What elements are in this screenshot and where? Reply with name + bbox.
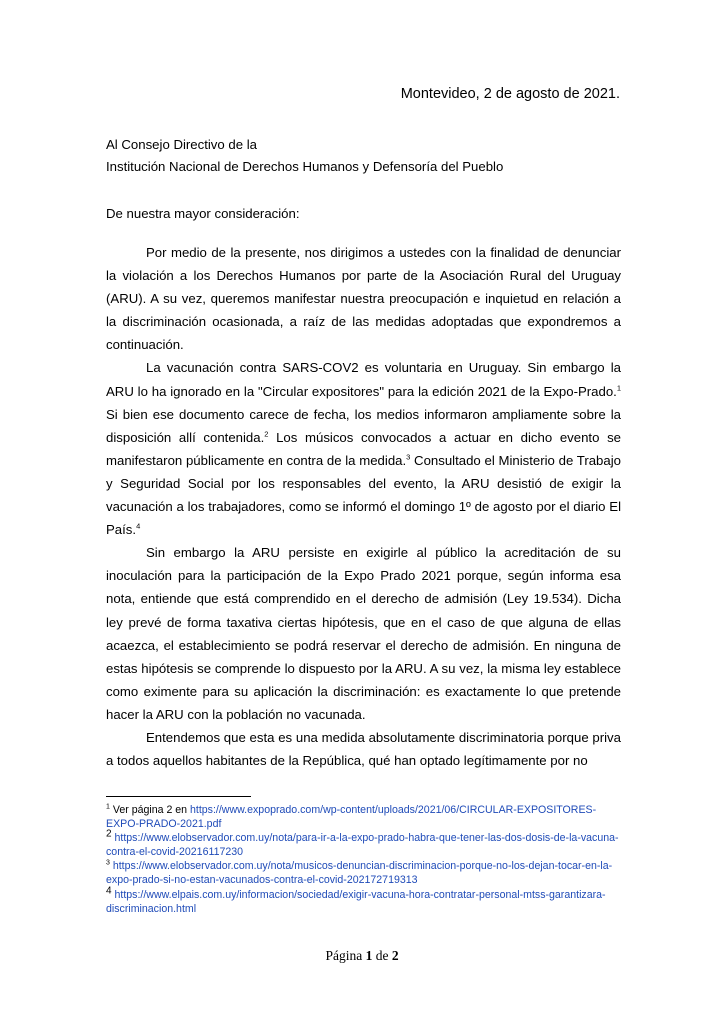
footnote-4-link[interactable]: https://www.elpais.com.uy/informacion/sociedad/exigir-vacuna-hora-contratar-personal-mtss-garantizara-discriminacion.html xyxy=(106,888,606,915)
footnote-1 xyxy=(106,803,626,831)
paragraph-2-part-b: Si bien ese documento carece de fecha, los medios informaron ampliamente sobre la disposición allí contenida. xyxy=(106,406,621,445)
page-number xyxy=(0,948,724,964)
footnotes xyxy=(106,803,626,916)
footnote-ref-1[interactable]: 1 xyxy=(616,383,621,393)
footnote-ref-2[interactable]: 2 xyxy=(264,429,269,439)
paragraph-3: Sin embargo la ARU persiste en exigirle al público la acreditación de su inoculación para la participación de la Expo Prado 2021 porque, según informa esa nota, entiende que está comprendido en el derecho de admisión (Ley 19.534). Dicha ley prevé de forma taxativa ciertas hipótesis, que en el caso de que alguna de ellas acaezca, el establecimiento se podrá reservar el derecho de admisión. En ninguna de estas hipótesis se comprende lo dispuesto por la ARU. A su vez, la misma ley establece como eximente para su aplicación la discriminación: es exactamente lo que pretende hacer la ARU con la población no vacunada. xyxy=(106,545,621,722)
footnote-3-mark: 3 xyxy=(106,859,110,867)
paragraph-1: Por medio de la presente, nos dirigimos a ustedes con la finalidad de denunciar la violación a los Derechos Humanos por parte de la Asociación Rural del Uruguay (ARU). A su vez, queremos manifestar nuestra preocupación e inquietud en relación a la discriminación ocasionada, a raíz de las medidas adoptadas que expondremos a continuación. xyxy=(106,245,621,353)
footnote-separator xyxy=(106,796,251,797)
paragraph-2 xyxy=(106,356,621,541)
page-label: Página xyxy=(325,948,366,963)
footnote-3-link[interactable]: https://www.elobservador.com.uy/nota/musicos-denuncian-discriminacion-porque-no-los-dejan-tocar-en-la-expo-prado-si-no-estan-vacunados-contra-el-covid-202172719313 xyxy=(106,860,613,887)
footnote-1-mark: 1 xyxy=(106,803,110,811)
recipient-line-2: Institución Nacional de Derechos Humanos y Defensoría del Pueblo xyxy=(106,159,504,174)
footnote-1-text: Ver página 2 en xyxy=(109,804,191,816)
salutation: De nuestra mayor consideración: xyxy=(106,206,300,221)
footnote-2-mark: 2 xyxy=(106,828,112,840)
recipient-line-1: Al Consejo Directivo de la xyxy=(106,137,257,152)
page-of: de xyxy=(372,948,392,963)
footnote-4 xyxy=(106,885,626,916)
footnote-2 xyxy=(106,828,626,859)
current-page: 1 xyxy=(365,948,373,963)
footnote-2-link[interactable]: https://www.elobservador.com.uy/nota/para-ir-a-la-expo-prado-habra-que-tener-las-dos-dosis-de-la-vacuna-contra-el-covid-20216117230 xyxy=(106,832,619,859)
paragraph-4: Entendemos que esta es una medida absolutamente discriminatoria porque priva a todos aquellos habitantes de la República, qué han optado legítimamente por no xyxy=(106,729,621,769)
paragraph-2-part-a: La vacunación contra SARS-COV2 es voluntaria en Uruguay. Sin embargo la ARU lo ha ignorado en la "Circular expositores" para la edición 2021 de la Expo-Prado. xyxy=(106,360,621,399)
paragraph-2-part-d: Consultado el Ministerio de Trabajo y Seguridad Social por los responsables del evento, la ARU desistió de exigir la vacunación a los trabajadores, como se informó el domingo 1º de agosto por el diario El País. xyxy=(106,452,621,538)
paragraph-2-part-c: Los músicos convocados a actuar en dicho evento se manifestaron públicamente en contra de la medida. xyxy=(106,429,621,468)
letter-body xyxy=(106,241,621,772)
letter-date: Montevideo, 2 de agosto de 2021. xyxy=(400,86,620,102)
footnote-ref-3[interactable]: 3 xyxy=(406,452,411,462)
footnote-ref-4[interactable]: 4 xyxy=(136,521,141,531)
footnote-4-mark: 4 xyxy=(106,885,112,897)
total-pages: 2 xyxy=(391,948,399,963)
footnote-3 xyxy=(106,859,626,887)
footnote-1-link[interactable]: https://www.expoprado.com/wp-content/uploads/2021/06/CIRCULAR-EXPOSITORES-EXPO-PRADO-2021.pdf xyxy=(106,804,597,831)
